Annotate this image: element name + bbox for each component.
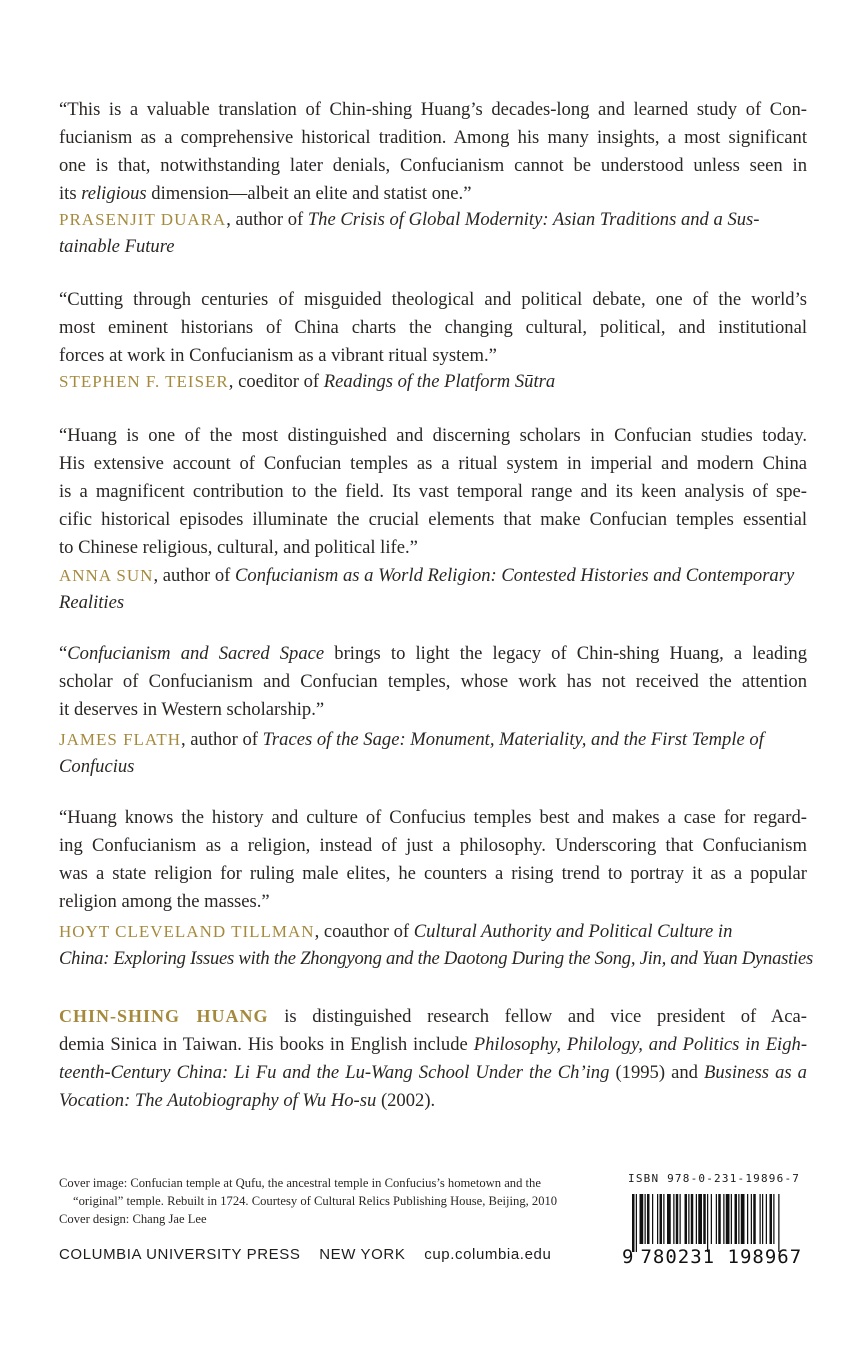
barcode-bar bbox=[652, 1194, 653, 1244]
credit-line: “original” temple. Rebuilt in 1724. Courtesy of Cultural Relics Publishing House, Beijing, 2010 bbox=[73, 1194, 558, 1208]
author-name: CHIN-SHING HUANG bbox=[59, 1006, 269, 1026]
endorser-name: JAMES FLATH bbox=[59, 730, 181, 749]
barcode-bar bbox=[760, 1194, 761, 1244]
bio-line: CHIN-SHING HUANG is distinguished research fellow and vice president of Aca- bbox=[59, 1006, 807, 1027]
quote-line: religion among the masses.” bbox=[59, 891, 270, 912]
quote-line: “Cutting through centuries of misguided theological and political debate, one of the world’s bbox=[59, 289, 807, 310]
attribution-tillman: HOYT CLEVELAND TILLMAN, coauthor of Cultural Authority and Political Culture in China: Exploring Issues with the Zhongyong and the Daotong During the Song, Jin, and Yuan Dynasties bbox=[59, 921, 813, 969]
barcode-bar bbox=[663, 1194, 664, 1244]
publisher-city: NEW YORK bbox=[319, 1246, 406, 1263]
quote-flath bbox=[59, 640, 807, 724]
quote-line: His extensive account of Confucian temples as a ritual system in imperial and modern China bbox=[59, 453, 807, 474]
barcode-bar bbox=[640, 1194, 644, 1244]
attribution-duara: PRASENJIT DUARA, author of The Crisis of Global Modernity: Asian Traditions and a Sus- tainable Future bbox=[59, 209, 760, 257]
barcode-bar bbox=[676, 1194, 679, 1244]
barcode-bar bbox=[703, 1194, 706, 1244]
quote-line: “This is a valuable translation of Chin-shing Huang’s decades-long and learned study of Con- bbox=[59, 99, 807, 120]
bio-line: teenth-Century China: Li Fu and the Lu-Wang School Under the Ch’ing (1995) and Business as a bbox=[59, 1062, 807, 1083]
cover-credits bbox=[59, 1174, 629, 1228]
book-title: China: Exploring Issues with the Zhongyong and the Daotong During the Song, Jin, and Yuan Dynasties bbox=[59, 948, 813, 969]
quote-line: most eminent historians of China charts the changing cultural, political, and institutional bbox=[59, 317, 807, 338]
quote-duara bbox=[59, 96, 807, 208]
quote-line: was a state religion for ruling male elites, he counters a rising trend to portray it as a popular bbox=[59, 863, 807, 884]
barcode-bar bbox=[636, 1194, 637, 1252]
barcode-bar bbox=[735, 1194, 738, 1244]
quote-line: “Huang knows the history and culture of Confucius temples best and makes a case for regard- bbox=[59, 807, 807, 828]
barcode-bar bbox=[723, 1194, 724, 1244]
quote-line: fucianism as a comprehensive historical tradition. Among his many insights, a most significant bbox=[59, 127, 807, 148]
quote-line: to Chinese religious, cultural, and political life.” bbox=[59, 537, 418, 558]
barcode-icon bbox=[632, 1194, 818, 1252]
endorser-name: PRASENJIT DUARA bbox=[59, 210, 227, 229]
barcode-bar bbox=[762, 1194, 763, 1244]
quote-tillman bbox=[59, 804, 807, 916]
bio-line: Vocation: The Autobiography of Wu Ho-su (2002). bbox=[59, 1090, 436, 1111]
barcode-bar bbox=[751, 1194, 752, 1244]
barcode-bar bbox=[691, 1194, 694, 1244]
quote-line: is a magnificent contribution to the field. Its vast temporal range and its keen analysis of spe- bbox=[59, 481, 807, 502]
credit-line: Cover image: Confucian temple at Qufu, the ancestral temple in Confucius’s hometown and the bbox=[59, 1176, 541, 1190]
book-title: Traces of the Sage: Monument, Materiality, and the First Temple of bbox=[262, 729, 764, 750]
book-title: tainable Future bbox=[59, 236, 175, 257]
quote-line: forces at work in Confucianism as a vibrant ritual system.” bbox=[59, 345, 497, 366]
book-title: Confucianism as a World Religion: Contested Histories and Contemporary bbox=[235, 565, 795, 586]
barcode-bar bbox=[711, 1194, 712, 1244]
quote-line: cific historical episodes illuminate the crucial elements that make Confucian temples essential bbox=[59, 509, 807, 530]
attribution-flath: JAMES FLATH, author of Traces of the Sage: Monument, Materiality, and the First Temple of Confucius bbox=[59, 729, 764, 777]
author-bio bbox=[59, 1002, 807, 1115]
barcode-bar bbox=[747, 1194, 748, 1244]
barcode-bar bbox=[680, 1194, 681, 1244]
barcode-bar bbox=[645, 1194, 646, 1244]
barcode-bar bbox=[753, 1194, 756, 1244]
attribution-teiser: STEPHEN F. TEISER, coeditor of Readings of the Platform Sūtra bbox=[59, 371, 556, 392]
bio-line: demia Sinica in Taiwan. His books in English include Philosophy, Philology, and Politics in Eigh- bbox=[59, 1034, 808, 1055]
quote-line: “Huang is one of the most distinguished and discerning scholars in Confucian studies today. bbox=[59, 425, 807, 446]
quote-sun bbox=[59, 422, 807, 562]
book-title: The Crisis of Global Modernity: Asian Traditions and a Sus- bbox=[307, 209, 760, 230]
endorser-name: HOYT CLEVELAND TILLMAN bbox=[59, 922, 315, 941]
barcode-bar bbox=[696, 1194, 697, 1244]
barcode-bar bbox=[688, 1194, 689, 1244]
quote-teiser bbox=[59, 286, 807, 370]
attribution-sun: ANNA SUN, author of Confucianism as a World Religion: Contested Histories and Contemporary Realities bbox=[59, 565, 795, 613]
book-title: Readings of the Platform Sūtra bbox=[323, 371, 556, 392]
publisher-url: cup.columbia.edu bbox=[424, 1246, 552, 1263]
barcode-bar bbox=[738, 1194, 739, 1244]
book-title: Realities bbox=[59, 592, 125, 613]
quote-line: its religious dimension—albeit an elite and statist one.” bbox=[59, 183, 472, 204]
book-title: Confucius bbox=[59, 756, 135, 777]
barcode-bar bbox=[731, 1194, 732, 1244]
barcode-bar bbox=[698, 1194, 702, 1244]
barcode-bar bbox=[632, 1194, 635, 1252]
credit-line: Cover design: Chang Jae Lee bbox=[59, 1212, 207, 1226]
book-title: Cultural Authority and Political Culture in bbox=[413, 921, 733, 942]
barcode-bar bbox=[685, 1194, 688, 1244]
barcode-bar bbox=[660, 1194, 663, 1244]
endorser-name: STEPHEN F. TEISER bbox=[59, 372, 229, 391]
endorser-name: ANNA SUN bbox=[59, 566, 154, 585]
publisher-name: COLUMBIA UNIVERSITY PRESS bbox=[59, 1246, 301, 1263]
isbn-number: ISBN 978-0-231-19896-7 bbox=[628, 1172, 801, 1185]
quote-line: “Confucianism and Sacred Space brings to light the legacy of Chin-shing Huang, a leading bbox=[59, 643, 807, 664]
quote-line: ing Confucianism as a religion, instead of just a philosophy. Underscoring that Confucianism bbox=[59, 835, 807, 856]
barcode-bar bbox=[657, 1194, 658, 1244]
barcode-bar bbox=[718, 1194, 721, 1244]
publisher-line bbox=[59, 1246, 551, 1263]
barcode-bar bbox=[716, 1194, 717, 1244]
barcode-bar bbox=[741, 1194, 745, 1244]
barcode-bar bbox=[778, 1194, 779, 1252]
quote-line: one is that, notwithstanding later denials, Confucianism cannot be understood unless seen in bbox=[59, 155, 807, 176]
barcode-bar bbox=[766, 1194, 767, 1244]
barcode-bar bbox=[726, 1194, 730, 1244]
quote-line: it deserves in Western scholarship.” bbox=[59, 699, 325, 720]
barcode-bar bbox=[773, 1194, 774, 1244]
quote-line: scholar of Confucianism and Confucian temples, whose work has not received the attention bbox=[59, 671, 807, 692]
barcode-digits: 9 780231 198967 bbox=[622, 1246, 803, 1268]
barcode-bar bbox=[673, 1194, 674, 1244]
barcode-bar bbox=[647, 1194, 650, 1244]
isbn-barcode bbox=[620, 1172, 820, 1272]
barcode-bar bbox=[667, 1194, 671, 1244]
barcode-bar bbox=[770, 1194, 773, 1244]
barcode-bar bbox=[707, 1194, 708, 1252]
